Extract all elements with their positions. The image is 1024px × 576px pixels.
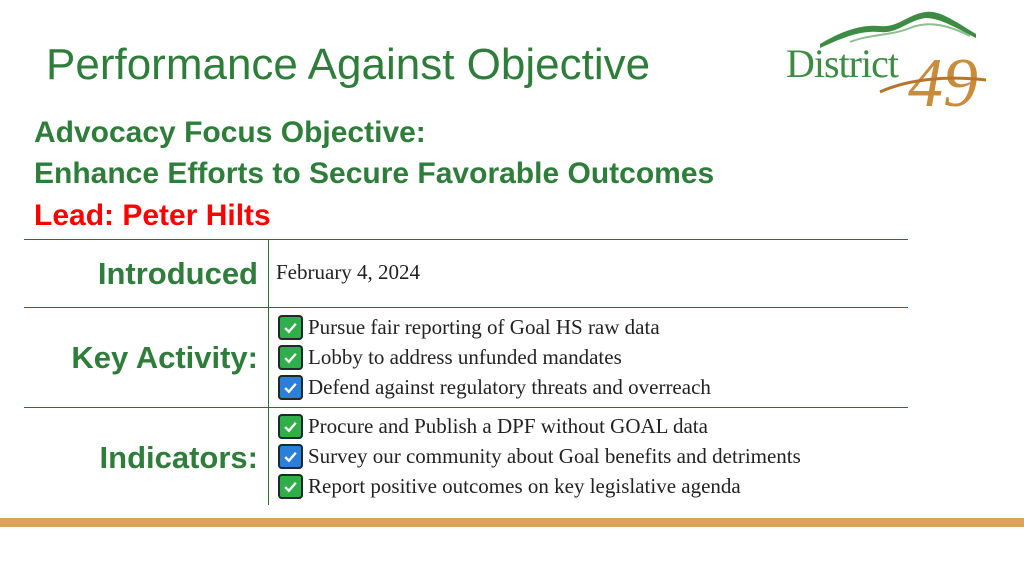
indicator-text: Survey our community about Goal benefits and detriments <box>308 443 801 468</box>
indicator-text: Report positive outcomes on key legislative agenda <box>308 473 741 498</box>
key-activity-label: Key Activity: <box>71 340 258 375</box>
blue-checkbox-icon <box>278 375 303 400</box>
lead-name: Lead: Peter Hilts <box>34 199 271 232</box>
slide-title: Performance Against Objective <box>46 40 651 89</box>
list-item <box>278 312 711 342</box>
key-activity-text: Defend against regulatory threats and overreach <box>308 374 711 399</box>
objective-text: Enhance Efforts to Secure Favorable Outcomes <box>34 157 715 190</box>
column-divider <box>268 239 269 505</box>
table-top-border <box>24 239 908 240</box>
indicators-list <box>278 411 801 501</box>
list-item <box>278 372 711 402</box>
indicators-label: Indicators: <box>99 440 258 475</box>
logo-text: District <box>786 41 898 86</box>
indicator-text: Procure and Publish a DPF without GOAL data <box>308 413 708 438</box>
district-49-logo <box>780 8 994 118</box>
introduced-date: February 4, 2024 <box>276 260 421 284</box>
list-item <box>278 411 801 441</box>
bottom-accent-bar <box>0 518 1024 527</box>
objective-label: Advocacy Focus Objective: <box>34 116 426 149</box>
green-checkbox-icon <box>278 345 303 370</box>
key-activity-text: Pursue fair reporting of Goal HS raw data <box>308 314 660 339</box>
row-divider <box>24 407 908 408</box>
list-item <box>278 471 801 501</box>
introduced-label: Introduced <box>97 256 258 291</box>
blue-checkbox-icon <box>278 444 303 469</box>
key-activity-list <box>278 312 711 402</box>
green-checkbox-icon <box>278 474 303 499</box>
list-item <box>278 342 711 372</box>
green-checkbox-icon <box>278 414 303 439</box>
key-activity-text: Lobby to address unfunded mandates <box>308 344 622 369</box>
row-divider <box>24 307 908 308</box>
green-checkbox-icon <box>278 315 303 340</box>
logo-number: 49 <box>908 45 978 118</box>
list-item <box>278 441 801 471</box>
